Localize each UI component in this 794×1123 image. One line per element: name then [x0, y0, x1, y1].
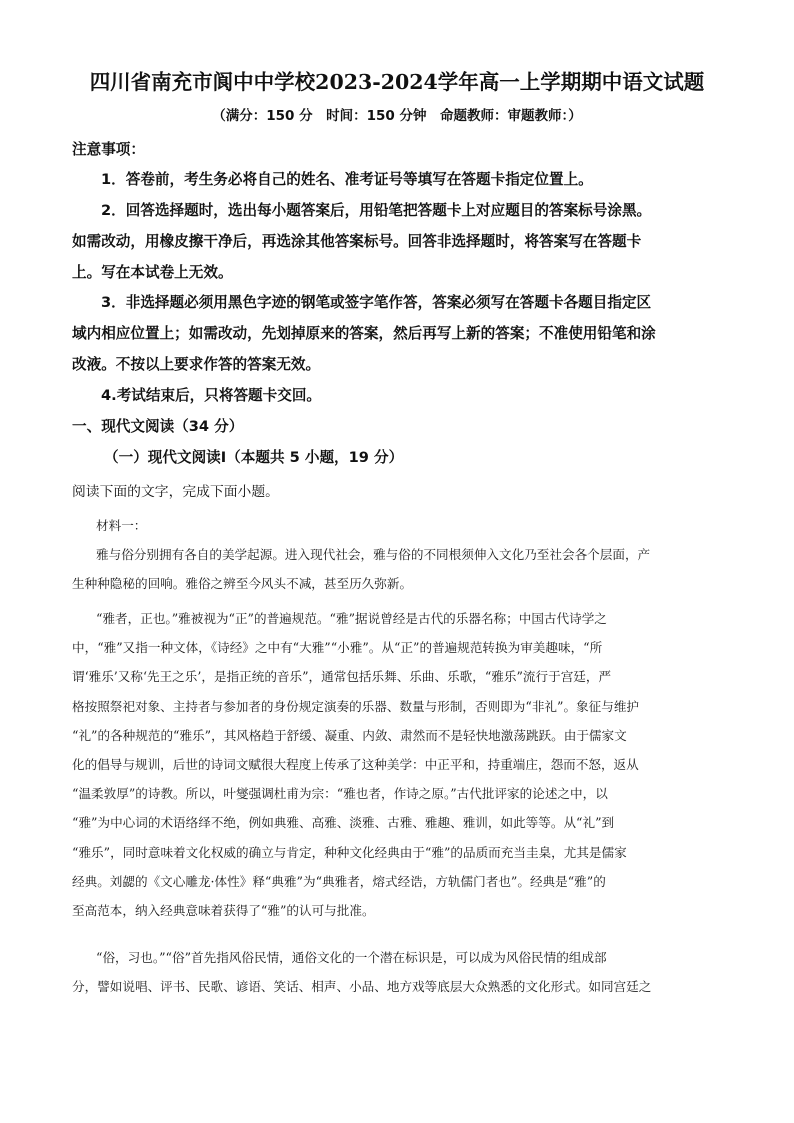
- notice-item-4: [72, 381, 732, 412]
- text-line: “雅乐”，同时意味着文化权威的确立与肯定，种种文化经典由于“雅”的品质而充当圭臬，尤其是儒家: [72, 844, 627, 860]
- subsection-heading: （一）现代文阅读Ⅰ（本题共 5 小题，19 分）: [104, 449, 404, 466]
- text-line: 3．非选择题必须用黑色字迹的钢笔或签字笔作答，答案必须写在答题卡各题目指定区: [101, 294, 652, 311]
- notice-heading: 注意事项：: [72, 141, 145, 158]
- material-paragraph-2: [72, 604, 732, 925]
- text-line: 1．答卷前，考生务必将自己的姓名、准考证号等填写在答题卡指定位置上。: [101, 171, 593, 188]
- text-line: 格按照祭祀对象、主持者与参加者的身份规定演奏的乐器、数量与形制，否则即为“非礼”。象征与维护: [72, 698, 640, 714]
- material-label: 材料一：: [96, 518, 147, 533]
- reading-instruction: 阅读下面的文字，完成下面小题。: [72, 484, 279, 500]
- text-line: 如需改动，用橡皮擦干净后，再选涂其他答案标号。回答非选择题时，将答案写在答题卡: [72, 232, 642, 250]
- text-line: 改液。不按以上要求作答的答案无效。: [72, 355, 321, 373]
- section-heading: 一、现代文阅读（34 分）: [72, 418, 244, 435]
- text-line: 生种种隐秘的回响。雅俗之辨至今风头不减，甚至历久弥新。: [72, 576, 413, 592]
- notice-item-1: [72, 165, 732, 196]
- text-line: 分，譬如说唱、评书、民歌、谚语、笑话、相声、小品、地方戏等底层大众熟悉的文化形式。如同宫廷之: [72, 979, 652, 995]
- material-paragraph-3: [72, 943, 732, 1001]
- notice-item-3: [72, 288, 732, 380]
- text-line: 中，“雅”又指一种文体，《诗经》之中有“大雅”“小雅”。从“正”的普遍规范转换为审美趣味，“所: [72, 640, 603, 656]
- text-line: 域内相应位置上；如需改动，先划掉原来的答案，然后再写上新的答案；不准使用铅笔和涂: [72, 324, 656, 342]
- text-line: “雅者，正也。”雅被视为“正”的普遍规范。“雅”据说曾经是古代的乐器名称；中国古代诗学之: [96, 611, 607, 626]
- text-line: 经典。刘勰的《文心雕龙·体性》释“典雅”为“典雅者，熔式经诰，方轨儒门者也”。经典是“雅”的: [72, 873, 606, 889]
- exam-info: （满分：150 分 时间：150 分钟 命题教师：审题教师：）: [212, 108, 582, 124]
- notice-item-2: [72, 196, 732, 288]
- text-line: “俗，习也。”“俗”首先指风俗民情，通俗文化的一个潜在标识是，可以成为风俗民情的组成部: [96, 950, 607, 965]
- text-line: 雅与俗分别拥有各自的美学起源。进入现代社会，雅与俗的不同根须伸入文化乃至社会各个层面，产: [96, 547, 651, 562]
- text-line: “礼”的各种规范的“雅乐”，其风格趋于舒缓、凝重、内敛、肃然而不是轻快地激荡跳跃。由于儒家文: [72, 727, 627, 743]
- text-line: “雅”为中心词的术语络绎不绝，例如典雅、高雅、淡雅、古雅、雅趣、雅训，如此等等。从“礼”到: [72, 815, 615, 831]
- text-line: 化的倡导与规训，后世的诗词文赋很大程度上传承了这种美学：中正平和，持重端庄，怨而不怒，返从: [72, 757, 639, 773]
- text-line: 4.考试结束后，只将答题卡交回。: [101, 387, 322, 404]
- text-line: “温柔敦厚”的诗教。所以，叶燮强调杜甫为宗：“雅也者，作诗之原。”古代批评家的论述之中，以: [72, 786, 608, 802]
- page-title: 四川省南充市阆中中学校2023-2024学年高一上学期期中语文试题: [89, 70, 705, 94]
- text-line: 至高范本，纳入经典意味着获得了“雅”的认可与批准。: [72, 903, 375, 919]
- text-line: 上。写在本试卷上无效。: [72, 263, 233, 281]
- material-paragraph-1: [72, 540, 732, 598]
- text-line: 谓‘雅乐’又称‘先王之乐’，是指正统的音乐”，通常包括乐舞、乐曲、乐歌，“雅乐”流行于宫廷，严: [72, 669, 612, 685]
- text-line: 2．回答选择题时，选出每小题答案后，用铅笔把答题卡上对应题目的答案标号涂黑。: [101, 202, 652, 219]
